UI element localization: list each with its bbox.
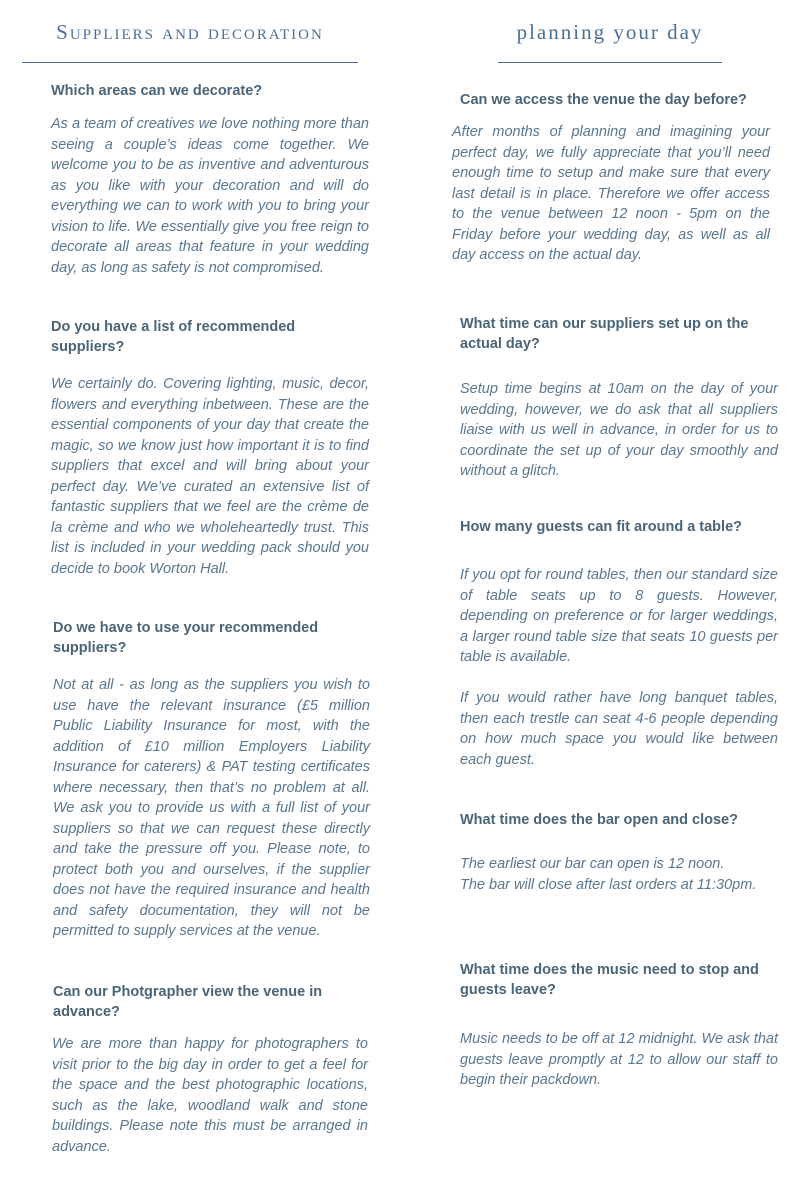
question-recommended-suppliers: Do you have a list of recommended suppliers? (51, 319, 296, 355)
question-use-recommended: Do we have to use your recommended suppliers? (53, 620, 319, 656)
answer-bar-open: The earliest our bar can open is 12 noon. (460, 856, 725, 872)
answer-access-day-before: After months of planning and imagining your perfect day, we fully appreciate that you’ll need enough time to setup and make sure that every last detail is in place. Therefore we offer access to the venue between 12 noon - 5pm on the Friday before your wedding day, as well as all day access on the actual day. (452, 124, 770, 263)
answer-supplier-setup: Setup time begins at 10am on the day of your wedding, however, we do ask that all suppliers liaise with us well in advance, in order for us to coordinate the set up of your day smoothly and without a glitch. (460, 381, 778, 479)
question-guests-per-table: How many guests can fit around a table? (460, 519, 742, 535)
planning-heading-rule (498, 62, 722, 63)
question-photographer: Can our Photgrapher view the venue in advance? (53, 984, 323, 1020)
answer-decorate-areas: As a team of creatives we love nothing more than seeing a couple’s ideas come together. We welcome you to be as inventive and adventurous as you like with your decoration and will do everything we can to work with you to bring your vision to life. We essentially give you free reign to decorate all areas that feature in your wedding day, as long as safety is not compromised. (51, 116, 369, 276)
answer-guests-per-table: If you opt for round tables, then our standard size of table seats up to 8 guests. However, depending on preference or for larger weddings, a larger round table size that seats 10 guests per table is available. (460, 567, 778, 665)
question-decorate-areas: Which areas can we decorate? (51, 83, 263, 99)
question-music-stop: What time does the music need to stop and guests leave? (460, 962, 759, 998)
question-access-day-before: Can we access the venue the day before? (460, 92, 747, 108)
answer-photographer: We are more than happy for photographers to visit prior to the big day in order to get a feel for the space and the best photographic locations, such as the lake, woodland walk and stone buildings. Please note this must be arranged in advance. (52, 1036, 368, 1155)
suppliers-heading: Suppliers and decoration (56, 20, 324, 44)
question-supplier-setup: What time can our suppliers set up on the actual day? (460, 316, 749, 352)
answer-music-stop: Music needs to be off at 12 midnight. We ask that guests leave promptly at 12 to allow our staff to begin their packdown. (460, 1031, 778, 1088)
answer-banquet-tables: If you would rather have long banquet tables, then each trestle can seat 4-6 people depending on how much space you would like between each guest. (460, 690, 778, 768)
suppliers-heading-rule (22, 62, 358, 63)
question-bar-hours: What time does the bar open and close? (460, 812, 738, 828)
answer-bar-close: The bar will close after last orders at 11:30pm. (460, 877, 757, 893)
answer-use-recommended: Not at all - as long as the suppliers you wish to use have the relevant insurance (£5 million Public Liability Insurance for most, with the addition of £10 million Employers Liability Insurance for caterers) & PAT testing certificates where necessary, then that’s no problem at all. We ask you to provide us with a full list of your suppliers so that we can request these directly and take the pressure off you. Please note, to protect both you and ourselves, if the supplier does not have the required insurance and health and safety documentation, they will not be permitted to supply services at the venue. (53, 677, 370, 939)
answer-recommended-suppliers: We certainly do. Covering lighting, music, decor, flowers and everything inbetween. These are the essential components of your day that create the magic, so we know just how important it is to find suppliers that excel and will bring about your perfect day. We’ve curated an extensive list of fantastic suppliers that we feel are the crème de la crème and who we wholeheartedly trust. This list is included in your wedding pack should you decide to book Worton Hall. (51, 376, 369, 577)
planning-heading: planning your day (516, 20, 704, 44)
